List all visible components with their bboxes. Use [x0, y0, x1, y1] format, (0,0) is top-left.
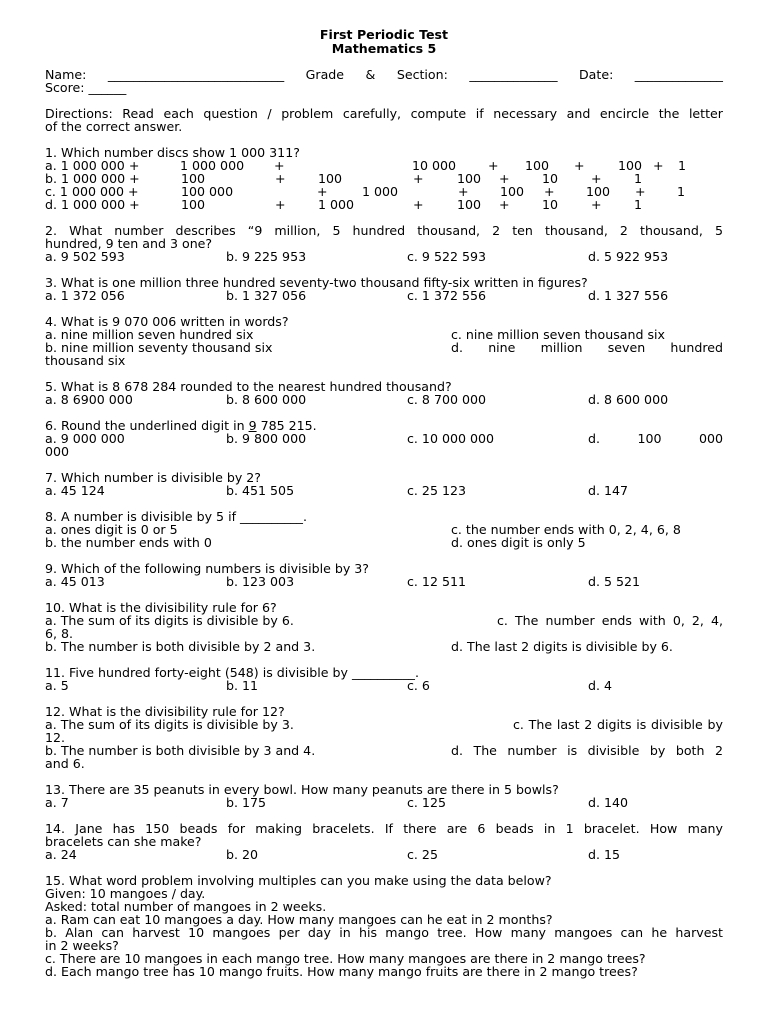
question-10: 10. What is the divisibility rule for 6? a. The sum of its digits is divisible by 6. c. The number ends with 0, 2, 4, 6, 8. b. The number is both divisible by 2 and 3. d. The last 2 digits is divisible by 6. [45, 600, 723, 654]
choice-row: a. 1 372 056 b. 1 327 056 c. 1 372 556 d. 1 327 556 [45, 288, 669, 303]
question-stem: 1. Which number discs show 1 000 311? [45, 145, 300, 160]
choice-row: a. 1 000 000 + 1 000 000 + 10 000 + 100 + 100 + 1 [45, 158, 687, 173]
question-stem: 11. Five hundred forty-eight (548) is divisible by __________. [45, 665, 419, 680]
choice-b: b. Alan can harvest 10 mangoes per day in his mango tree. How many mangoes can he harvest [45, 925, 723, 940]
question-2 [45, 224, 723, 263]
question-3 [45, 276, 723, 302]
question-13 [45, 783, 723, 809]
question-6: 6. Round the underlined digit in 9 785 215. a. 9 000 000 b. 9 800 000 c. 10 000 000 d. 100 000 000 [45, 418, 723, 459]
choice-c: c. There are 10 mangoes in each mango tree. How many mangoes are there in 2 mango trees? [45, 951, 646, 966]
question-stem: 8. A number is divisible by 5 if __________. [45, 509, 307, 524]
question-stem: 12. What is the divisibility rule for 12? [45, 704, 285, 719]
name-label: Name: [45, 67, 87, 82]
choice-a: a. Ram can eat 10 mangoes a day. How many mangoes can he eat in 2 months? [45, 912, 553, 927]
choice-row: c. 1 000 000 + 100 000 + 1 000 + 100 + 100 + 1 [45, 184, 686, 199]
question-8 [45, 510, 723, 549]
choice-row: a. ones digit is 0 or 5 c. the number ends with 0, 2, 4, 6, 8 [45, 522, 681, 537]
section-blank: ______________ [469, 67, 558, 82]
question-stem: 2. What number describes “9 million, 5 hundred thousand, 2 ten thousand, 2 thousand, 5 [45, 223, 723, 238]
choice-row: a. 45 124 b. 451 505 c. 25 123 d. 147 [45, 483, 629, 498]
test-title: First Periodic Test [319, 27, 449, 42]
question-5 [45, 380, 723, 406]
question-stem: hundred, 9 ten and 3 one? [45, 236, 213, 251]
question-stem: 4. What is 9 070 006 written in words? [45, 314, 289, 329]
header-fields [45, 68, 723, 81]
question-1 [45, 146, 723, 211]
choice-row: a. nine million seven hundred six c. nine million seven thousand six [45, 327, 665, 342]
choice-row: a. The sum of its digits is divisible by 3. c. The last 2 digits is divisible by [45, 717, 723, 732]
question-11 [45, 666, 723, 692]
test-subtitle: Mathematics 5 [331, 41, 437, 56]
section-label: Section: [396, 67, 448, 82]
score-field: Score: ______ [45, 80, 127, 95]
choice-row: b. the number ends with 0 d. ones digit is only 5 [45, 535, 586, 550]
choice-row: a. The sum of its digits is divisible by 6. c. The number ends with 0, 2, 4, [45, 613, 723, 628]
amp-sign: & [365, 67, 376, 82]
choice-b-cont: in 2 weeks? [45, 938, 119, 953]
question-stem: 7. Which number is divisible by 2? [45, 470, 261, 485]
choice-row: b. The number is both divisible by 2 and 3. d. The last 2 digits is divisible by 6. [45, 639, 673, 654]
question-stem: 13. There are 35 peanuts in every bowl. How many peanuts are there in 5 bowls? [45, 782, 559, 797]
question-stem: 6. Round the underlined digit in 9 785 215. [45, 418, 317, 433]
question-7 [45, 471, 723, 497]
underlined-digit: 9 [248, 418, 257, 433]
date-label: Date: [578, 67, 614, 82]
question-stem: 15. What word problem involving multiples can you make using the data below? [45, 873, 552, 888]
question-stem: 10. What is the divisibility rule for 6? [45, 600, 277, 615]
choice-row: a. 7 b. 175 c. 125 d. 140 [45, 795, 629, 810]
question-stem: 5. What is 8 678 284 rounded to the nearest hundred thousand? [45, 379, 452, 394]
choice-row: b. nine million seventy thousand six d. nine million seven hundred [45, 340, 723, 355]
choice-row: b. The number is both divisible by 3 and 4. d. The number is divisible by both 2 [45, 743, 723, 758]
choice-row: a. 9 000 000 b. 9 800 000 c. 10 000 000 d. 100 000 [45, 431, 723, 446]
directions: Directions: Read each question / problem carefully, compute if necessary and encircle the letter of the correct answer. [45, 106, 723, 134]
question-9 [45, 562, 723, 588]
choice-row: a. 8 6900 000 b. 8 600 000 c. 8 700 000 d. 8 600 000 [45, 392, 669, 407]
question-stem: 14. Jane has 150 beads for making bracelets. If there are 6 beads in 1 bracelet. How many [45, 821, 723, 836]
choice-row: d. 1 000 000 + 100 + 1 000 + 100 + 10 + 1 [45, 197, 643, 212]
question-stem: bracelets can she make? [45, 834, 202, 849]
choice-row: a. 24 b. 20 c. 25 d. 15 [45, 847, 621, 862]
choice-d: d. Each mango tree has 10 mango fruits. How many mango fruits are there in 2 mango trees? [45, 964, 638, 979]
choice-row: a. 9 502 593 b. 9 225 953 c. 9 522 593 d. 5 922 953 [45, 249, 669, 264]
given-line: Given: 10 mangoes / day. [45, 886, 206, 901]
choice-row: a. 5 b. 11 c. 6 d. 4 [45, 678, 613, 693]
name-blank: ____________________________ [107, 67, 285, 82]
choice-row: a. 45 013 b. 123 003 c. 12 511 d. 5 521 [45, 574, 641, 589]
question-14 [45, 822, 723, 861]
question-12: 12. What is the divisibility rule for 12? a. The sum of its digits is divisible by 3. c. The last 2 digits is divisible by 12. b. The number is both divisible by 3 and 4. d. The number is divisible by both 2 and 6. [45, 704, 723, 771]
date-blank: ______________ [634, 67, 723, 82]
grade-label: Grade [305, 67, 345, 82]
question-stem: 3. What is one million three hundred seventy-two thousand fifty-six written in figures? [45, 275, 588, 290]
choice-row: b. 1 000 000 + 100 + 100 + 100 + 10 + 1 [45, 171, 643, 186]
question-4: 4. What is 9 070 006 written in words? a. nine million seven hundred six c. nine million seven thousand six b. nine million seventy thousand six d. nine million seven hundred thousand six [45, 314, 723, 368]
question-15 [45, 874, 723, 978]
question-stem: 9. Which of the following numbers is divisible by 3? [45, 561, 369, 576]
asked-line: Asked: total number of mangoes in 2 weeks. [45, 899, 327, 914]
